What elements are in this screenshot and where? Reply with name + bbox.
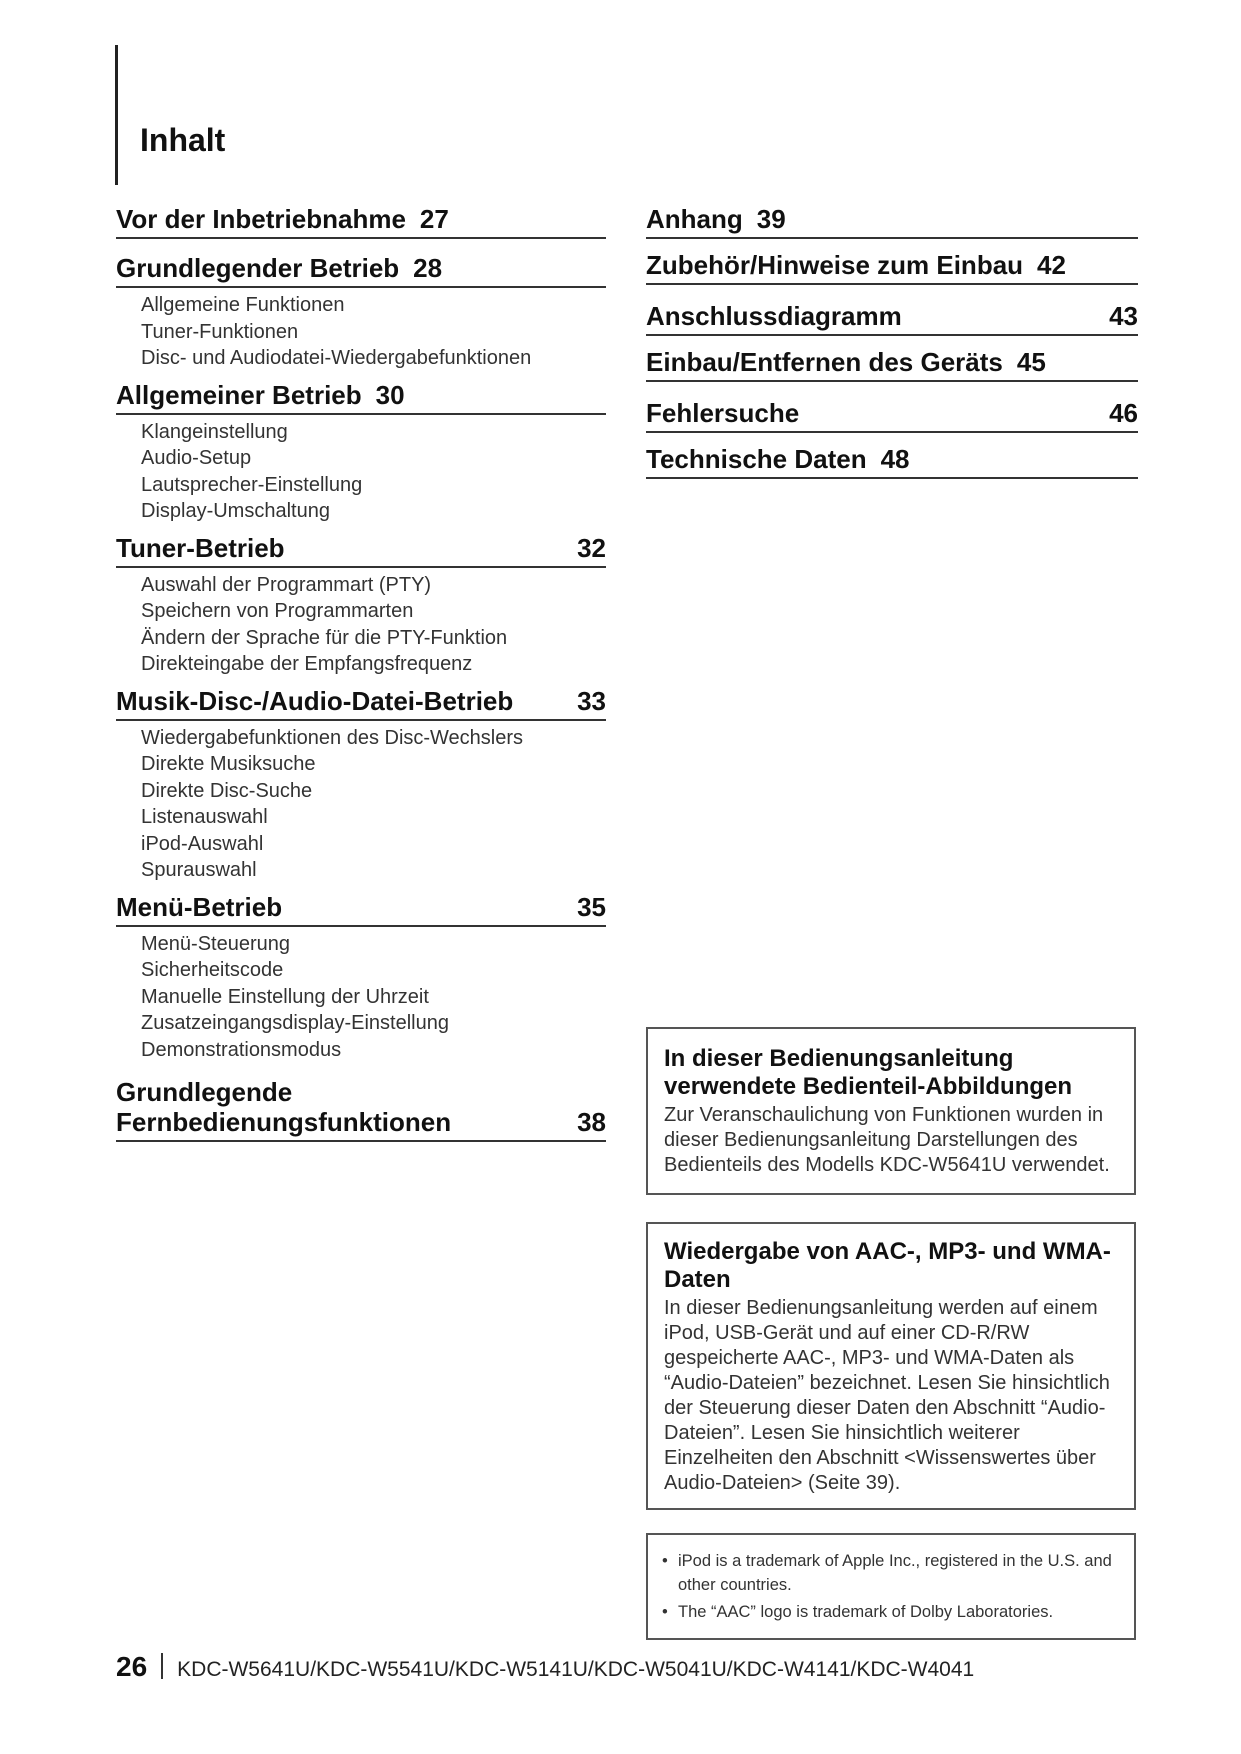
section-page: 46	[1109, 398, 1138, 428]
section-page: 30	[375, 379, 405, 410]
trademark-note-text: The “AAC” logo is trademark of Dolby Laboratories.	[678, 1603, 1054, 1621]
toc-heading[interactable]	[116, 686, 606, 721]
section-title: Allgemeiner Betrieb	[116, 379, 362, 410]
subsection-item[interactable]: Disc- und Audiodatei-Wiedergabefunktionen	[141, 347, 532, 369]
subsection-item[interactable]: Ändern der Sprache für die PTY-Funktion	[141, 626, 508, 649]
subsection-item[interactable]: Display-Umschaltung	[141, 500, 330, 522]
title-accent-bar	[115, 45, 118, 185]
info-box-title: Wiedergabe von AAC-, MP3- und WMA-Daten	[664, 1238, 1111, 1293]
section-page: 43	[1109, 301, 1138, 331]
section-title: Vor der Inbetriebnahme	[116, 204, 406, 234]
trademark-notes-box	[646, 1533, 1136, 1640]
toc-heading[interactable]	[116, 1077, 606, 1142]
toc-heading[interactable]	[646, 301, 1138, 336]
toc-section-musik-disc-betrieb	[116, 686, 606, 884]
toc-heading[interactable]	[646, 398, 1138, 433]
footer-divider	[161, 1653, 163, 1679]
model-list: KDC-W5641U/KDC-W5541U/KDC-W5141U/KDC-W5041U/KDC-W4141/KDC-W4041	[177, 1658, 975, 1681]
toc-heading[interactable]	[116, 892, 606, 927]
subsection-item[interactable]: Wiedergabefunktionen des Disc-Wechslers	[141, 726, 524, 749]
toc-heading[interactable]	[646, 444, 1138, 479]
subsection-item[interactable]: Manuelle Einstellung der Uhrzeit	[141, 985, 429, 1008]
toc-heading[interactable]	[646, 204, 1138, 239]
toc-heading[interactable]	[116, 380, 606, 415]
subsection-item[interactable]: Audio-Setup	[141, 447, 252, 469]
section-title: Musik-Disc-/Audio-Datei-Betrieb	[116, 685, 514, 716]
toc-heading[interactable]	[116, 253, 606, 288]
subsection-item[interactable]: Lautsprecher-Einstellung	[141, 473, 363, 496]
toc-heading[interactable]	[116, 533, 606, 568]
toc-section-menu-betrieb	[116, 892, 606, 1064]
subsection-item[interactable]: iPod-Auswahl	[141, 832, 264, 855]
bullet-icon: •	[662, 1603, 668, 1621]
toc-section-grundlegender-betrieb	[116, 253, 606, 372]
subsection-item[interactable]: Allgemeine Funktionen	[141, 294, 345, 316]
toc-heading[interactable]	[646, 347, 1138, 382]
section-title-line: Grundlegende	[116, 1077, 293, 1107]
section-page: 35	[577, 891, 606, 922]
section-page: 33	[577, 685, 606, 716]
page-number: 26	[116, 1651, 148, 1682]
section-title	[116, 1077, 451, 1137]
section-title: Anschlussdiagramm	[646, 301, 902, 331]
info-box-illustrations	[646, 1027, 1136, 1195]
section-title: Tuner-Betrieb	[116, 532, 285, 563]
subsection-item[interactable]: Auswahl der Programmart (PTY)	[141, 573, 432, 596]
section-page: 48	[880, 444, 910, 474]
section-page: 39	[756, 204, 786, 234]
subsection-list	[116, 572, 606, 678]
subsection-item[interactable]: Spurauswahl	[141, 859, 257, 881]
toc-section-zubehoer	[646, 250, 1138, 285]
subsection-list	[116, 931, 606, 1064]
info-box-title: In dieser Bedienungsanleitung verwendete Bedienteil-Abbildungen	[664, 1045, 1073, 1100]
section-title: Grundlegender Betrieb	[116, 253, 400, 283]
trademark-note	[662, 1600, 1118, 1624]
section-page: 42	[1037, 250, 1066, 280]
subsection-item[interactable]: Sicherheitscode	[141, 959, 284, 981]
subsection-item[interactable]: Menü-Steuerung	[141, 932, 290, 955]
section-page: 32	[577, 532, 606, 563]
subsection-item[interactable]: Zusatzeingangsdisplay-Einstellung	[141, 1012, 449, 1034]
info-box-body: Zur Veranschaulichung von Funktionen wurden in dieser Bedienungsanleitung Darstellungen des Bedienteils des Modells KDC-W5641U verwendet.	[664, 1104, 1110, 1176]
info-box-body: In dieser Bedienungsanleitung werden auf einem iPod, USB-Gerät und auf einer CD-R/RW gespeicherte AAC-, MP3- und WMA-Daten als “Audio-Dateien” bezeichnet. Lesen Sie hinsichtlich der Steuerung dieser Daten den Abschnitt “Audio-Dateien”. Lesen Sie hinsichtlich weiterer Einzelheiten den Abschnitt <Wissenswertes über Audio-Dateien> (Seite 39).	[664, 1297, 1110, 1494]
trademark-note	[662, 1549, 1118, 1597]
toc-heading[interactable]	[116, 204, 606, 239]
subsection-item[interactable]: Tuner-Funktionen	[141, 320, 299, 343]
section-page: 27	[419, 204, 449, 234]
section-page: 45	[1016, 347, 1046, 377]
toc-section-vor-der-inbetriebnahme	[116, 204, 606, 239]
trademark-notes	[662, 1549, 1118, 1624]
subsection-list	[116, 292, 606, 372]
section-title: Einbau/Entfernen des Geräts	[646, 347, 1003, 377]
toc-section-fehlersuche	[646, 398, 1138, 433]
page-footer	[116, 1650, 974, 1683]
page-title: Inhalt	[140, 122, 226, 158]
toc-section-allgemeiner-betrieb	[116, 380, 606, 525]
section-title: Fehlersuche	[646, 398, 800, 428]
toc-section-tuner-betrieb	[116, 533, 606, 678]
subsection-item[interactable]: Speichern von Programmarten	[141, 600, 414, 622]
toc-section-einbau	[646, 347, 1138, 382]
section-title: Anhang	[646, 204, 743, 234]
trademark-note-text: iPod is a trademark of Apple Inc., registered in the U.S. and other countries.	[678, 1552, 1112, 1594]
section-title: Menü-Betrieb	[116, 891, 283, 922]
toc-section-anhang	[646, 204, 1138, 239]
subsection-item[interactable]: Direkte Disc-Suche	[141, 779, 313, 802]
subsection-item[interactable]: Direkteingabe der Empfangsfrequenz	[141, 653, 473, 675]
subsection-item[interactable]: Demonstrationsmodus	[141, 1038, 342, 1061]
section-page: 38	[577, 1107, 606, 1137]
info-box-audio-files	[646, 1222, 1136, 1510]
toc-heading[interactable]	[646, 250, 1138, 285]
toc-section-anschlussdiagramm	[646, 301, 1138, 336]
toc-section-technische-daten	[646, 444, 1138, 479]
subsection-list	[116, 419, 606, 525]
section-title-line: Fernbedienungsfunktionen	[116, 1107, 452, 1137]
subsection-item[interactable]: Listenauswahl	[141, 806, 268, 828]
subsection-item[interactable]: Direkte Musiksuche	[141, 753, 316, 775]
toc-right-column	[646, 204, 1138, 490]
section-title: Technische Daten	[646, 444, 867, 474]
section-title: Zubehör/Hinweise zum Einbau	[646, 250, 1024, 280]
bullet-icon: •	[662, 1552, 668, 1570]
toc-left-column	[116, 204, 606, 1150]
subsection-list	[116, 725, 606, 884]
toc-section-fernbedienung	[116, 1077, 606, 1142]
section-page: 28	[413, 253, 443, 283]
subsection-item[interactable]: Klangeinstellung	[141, 420, 288, 443]
